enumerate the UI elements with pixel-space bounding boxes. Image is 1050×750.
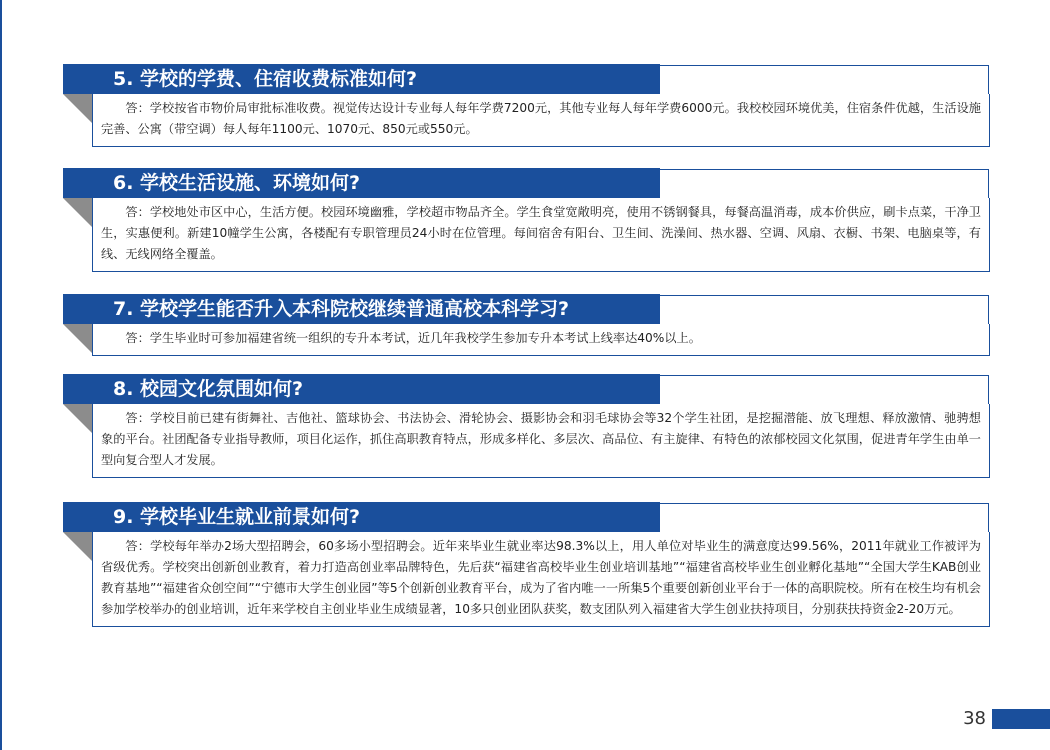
answer-text: 答：学校目前已建有街舞社、吉他社、篮球协会、书法协会、滑轮协会、摄影协会和羽毛球协会等32个学生社团，是挖掘潜能、放飞理想、释放激情、驰骋想象的平台。社团配备专业指导教师，项目化运作，抓住高职教育特点，形成多样化、多层次、高品位、有主旋律、有特色的浓郁校园文化氛围，促进青年学生由单一型向复合型人才发展。 (101, 411, 981, 467)
fold-corner-decoration (63, 198, 92, 227)
page-number: 38 (963, 708, 986, 729)
answer-box (92, 324, 990, 356)
fold-corner-decoration (63, 324, 92, 353)
answer-box (92, 532, 990, 627)
page-tab-decoration (992, 709, 1050, 729)
answer-text: 答：学生毕业时可参加福建省统一组织的专升本考试，近几年我校学生参加专升本考试上线率达40%以上。 (125, 331, 701, 345)
answer-box (92, 404, 990, 478)
section-heading: 9. 学校毕业生就业前景如何? (63, 502, 660, 532)
section-heading: 6. 学校生活设施、环境如何? (63, 168, 660, 198)
section-heading: 7. 学校学生能否升入本科院校继续普通高校本科学习? (63, 294, 660, 324)
answer-text: 答：学校按省市物价局审批标准收费。视觉传达设计专业每人每年学费7200元，其他专业每人每年学费6000元。我校校园环境优美，住宿条件优越，生活设施完善、公寓（带空调）每人每年1100元、1070元、850元或550元。 (101, 101, 981, 136)
fold-corner-decoration (63, 404, 92, 433)
section-heading: 8. 校园文化氛围如何? (63, 374, 660, 404)
answer-box (92, 94, 990, 147)
answer-text: 答：学校每年举办2场大型招聘会，60多场小型招聘会。近年来毕业生就业率达98.3%以上，用人单位对毕业生的满意度达99.56%，2011年就业工作被评为省级优秀。学校突出创新创业教育，着力打造高创业率品牌特色，先后获“福建省高校毕业生创业培训基地”“福建省高校毕业生创业孵化基地”“全国大学生KAB创业教育基地”“福建省众创空间”“宁德市大学生创业园”等5个创新创业教育平台，成为了省内唯一一所集5个重要创新创业平台于一体的高职院校。所有在校生均有机会参加学校举办的创业培训，近年来学校自主创业毕业生成绩显著，10多只创业团队获奖，数支团队列入福建省大学生创业扶持项目，分别获扶持资金2-20万元。 (101, 539, 981, 616)
answer-text: 答：学校地处市区中心，生活方便。校园环境幽雅，学校超市物品齐全。学生食堂宽敞明亮，使用不锈钢餐具，每餐高温消毒，成本价供应，刷卡点菜，干净卫生，实惠便利。新建10幢学生公寓，各楼配有专职管理员24小时在位管理。每间宿舍有阳台、卫生间、洗澡间、热水器、空调、风扇、衣橱、书架、电脑桌等，有线、无线网络全覆盖。 (101, 205, 981, 261)
left-edge-rule (0, 0, 2, 750)
answer-box (92, 198, 990, 272)
fold-corner-decoration (63, 94, 92, 123)
fold-corner-decoration (63, 532, 92, 561)
section-heading: 5. 学校的学费、住宿收费标准如何? (63, 64, 660, 94)
